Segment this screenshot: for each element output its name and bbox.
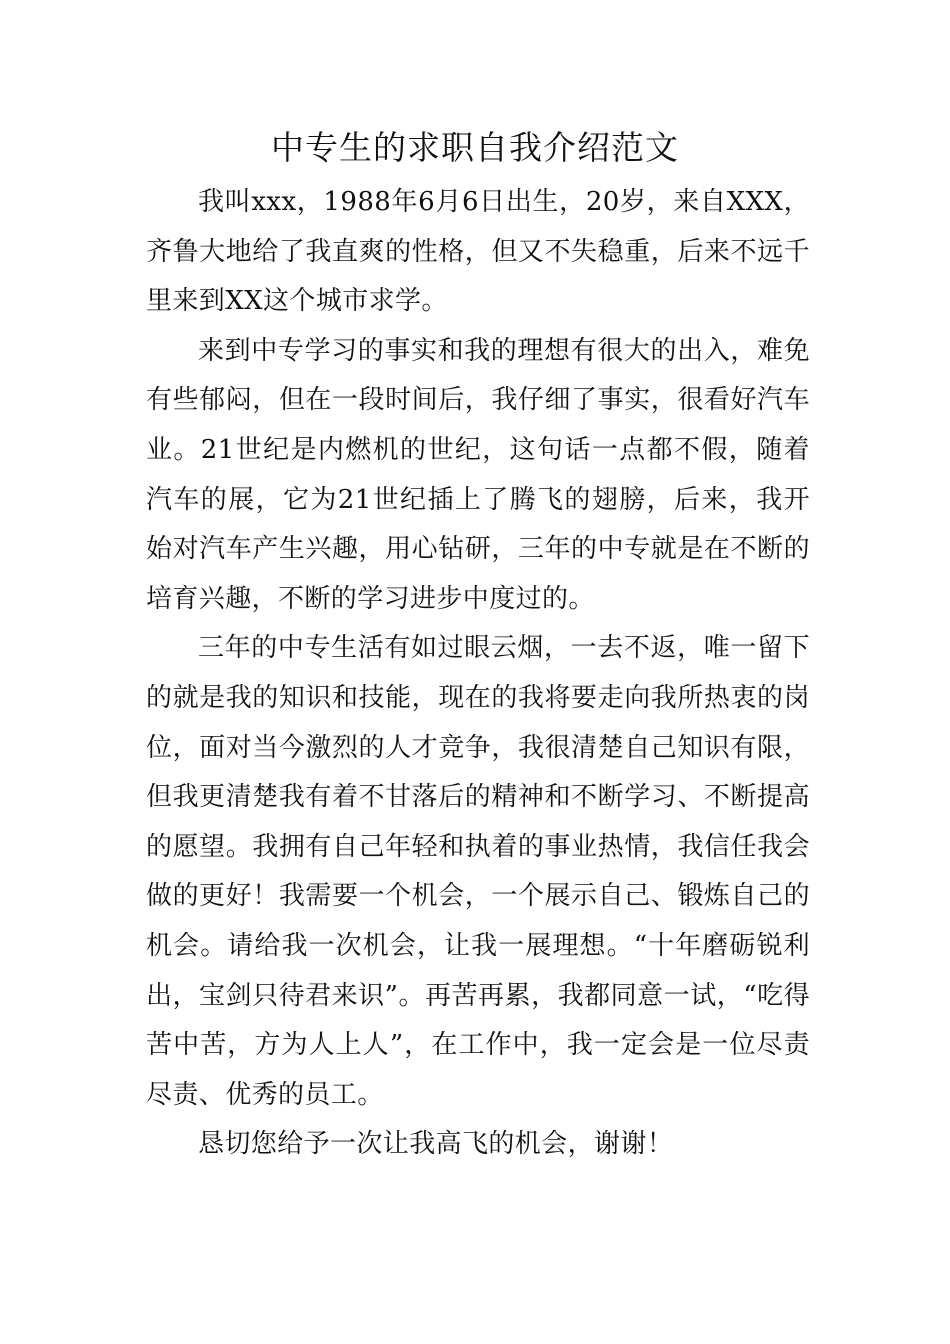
paragraph-study-experience: 来到中专学习的事实和我的理想有很大的出入，难免有些郁闷，但在一段时间后，我仔细了事实，很看好汽车业。21世纪是内燃机的世纪，这句话一点都不假，随着汽车的展，它为21世纪插上了腾飞的翅膀，后来，我开始对汽车产生兴趣，用心钻研，三年的中专就是在不断的培育兴趣，不断的学习进步中度过的。 [146, 335, 810, 614]
document-body [146, 178, 810, 1170]
paragraph-introduction: 我叫xxx，1988年6月6日出生，20岁，来自XXX，齐鲁大地给了我直爽的性格，但又不失稳重，后来不远千里来到XX这个城市求学。 [146, 187, 810, 317]
paragraph-closing: 恳切您给予一次让我高飞的机会，谢谢！ [198, 1129, 674, 1160]
document-title: 中专生的求职自我介绍范文 [271, 128, 679, 167]
paragraph-aspiration: 三年的中专生活有如过眼云烟，一去不返，唯一留下的就是我的知识和技能，现在的我将要走向我所热衷的岗位，面对当今激烈的人才竞争，我很清楚自己知识有限，但我更清楚我有着不甘落后的精神和不断学习、不断提高的愿望。我拥有自己年轻和执着的事业热情，我信任我会做的更好！我需要一个机会，一个展示自己、锻炼自己的机会。请给我一次机会，让我一展理想。“十年磨砺锐利出，宝剑只待君来识”。再苦再累，我都同意一试，“吃得苦中苦，方为人上人”，在工作中，我一定会是一位尽责尽责、优秀的员工。 [146, 633, 810, 1110]
